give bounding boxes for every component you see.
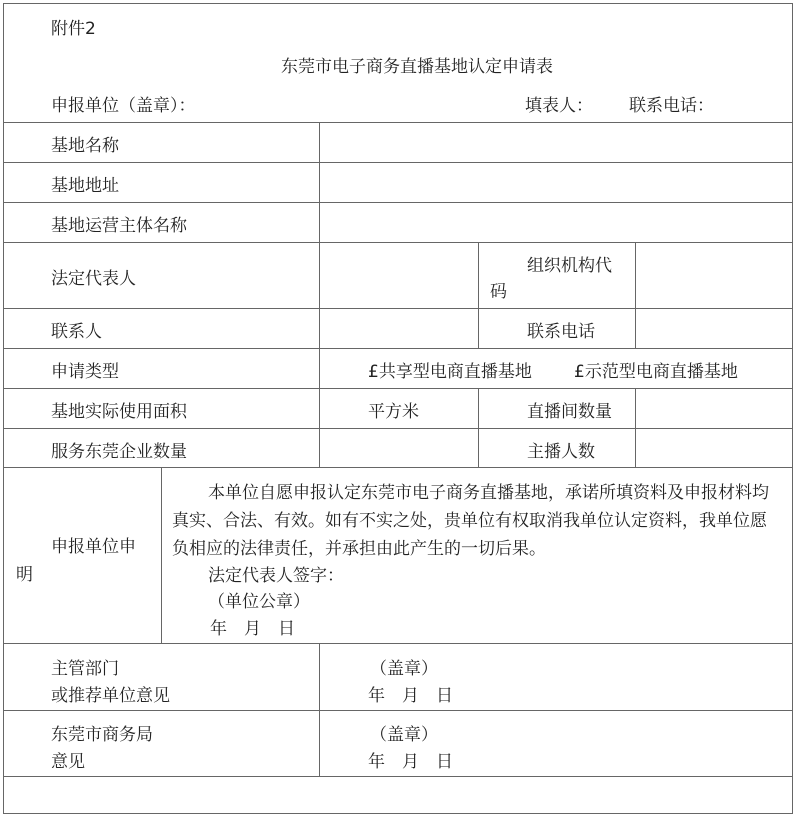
column-divider [478,388,479,467]
apply-type-label: 申请类型 [51,362,119,382]
column-divider [635,242,636,348]
area-label: 基地实际使用面积 [51,402,187,422]
declaration-label-cont: 明 [16,565,33,585]
studio-count-label: 直播间数量 [527,402,612,422]
row-divider [3,348,793,349]
shared-base-option[interactable]: £共享型电商直播基地 [368,362,532,382]
demo-base-option[interactable]: £示范型电商直播基地 [574,362,738,382]
filler-label: 填表人： [525,96,593,116]
unit-seal-label: （单位公章） [208,592,310,612]
contact-phone-label: 联系电话 [527,322,595,342]
org-code-label-cont: 码 [490,282,507,302]
applicant-unit-label: 申报单位（盖章）： [51,96,196,116]
row-divider [3,776,793,777]
operator-name-label: 基地运营主体名称 [51,216,187,236]
commerce-date: 年 月 日 [368,752,453,772]
dept-seal-label: （盖章） [370,659,438,679]
commerce-opinion-label-cont: 意见 [51,752,85,772]
org-code-label: 组织机构代 [527,256,612,276]
row-divider [3,428,793,429]
commerce-opinion-label: 东莞市商务局 [51,725,153,745]
dept-opinion-label: 主管部门 [51,659,119,679]
anchor-count-label: 主播人数 [527,442,595,462]
legal-rep-label: 法定代表人 [51,269,136,289]
row-divider [3,710,793,711]
base-name-label: 基地名称 [51,136,119,156]
row-divider [3,643,793,644]
row-divider [3,388,793,389]
column-divider [161,467,162,643]
contact-person-label: 联系人 [51,322,102,342]
dept-date: 年 月 日 [368,686,453,706]
declaration-text-block [172,479,778,563]
declaration-label: 申报单位申 [51,537,136,557]
row-divider [3,202,793,203]
row-divider [3,122,793,123]
column-divider [319,643,320,776]
signature-label: 法定代表人签字： [208,566,344,586]
column-divider [478,242,479,348]
declaration-text: 本单位自愿申报认定东莞市电子商务直播基地，承诺所填资料及申报材料均真实、合法、有效。如有不实之处，贵单位有权取消我单位认定资料，我单位愿负相应的法律责任，并承担由此产生的一切后果。 [172,483,769,559]
row-divider [3,242,793,243]
dept-opinion-label-cont: 或推荐单位意见 [51,686,170,706]
enterprises-served-label: 服务东莞企业数量 [51,442,187,462]
area-unit: 平方米 [368,402,419,422]
attachment-label: 附件2 [51,19,96,39]
base-address-label: 基地地址 [51,176,119,196]
contact-phone-header-label: 联系电话： [629,96,714,116]
row-divider [3,162,793,163]
row-divider [3,467,793,468]
declaration-date: 年 月 日 [210,619,295,639]
column-divider [319,122,320,467]
form-title: 东莞市电子商务直播基地认定申请表 [281,57,553,77]
row-divider [3,308,793,309]
column-divider [635,388,636,467]
commerce-seal-label: （盖章） [370,725,438,745]
